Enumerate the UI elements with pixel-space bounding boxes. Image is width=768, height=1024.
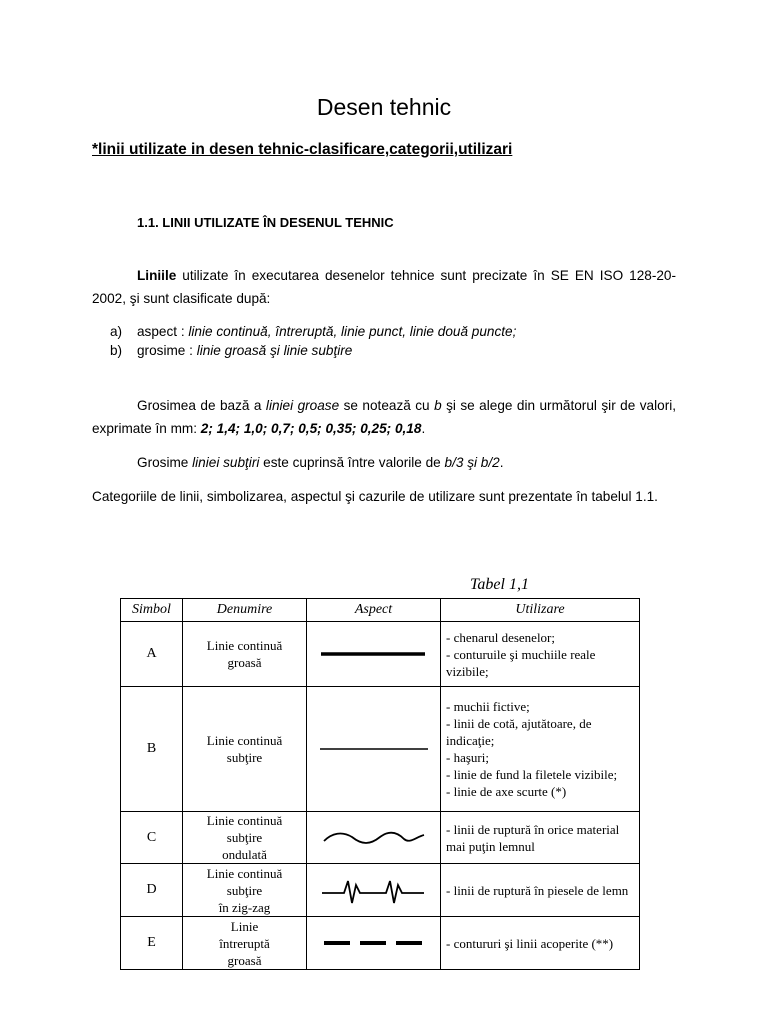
header-simbol: Simbol	[121, 599, 183, 622]
usage-line: - muchii fictive;	[446, 699, 530, 714]
text-span: .	[499, 455, 504, 470]
thin-continuous-line-icon	[318, 745, 430, 753]
row-symbol: B	[121, 687, 183, 812]
row-aspect	[307, 864, 441, 917]
text-span: şi se alege din următorul şir de valori, exprimate în mm:	[92, 398, 677, 436]
row-symbol: C	[121, 812, 183, 864]
list-label: aspect :	[137, 324, 189, 339]
text-span: se notează cu	[339, 398, 435, 413]
row-usage	[441, 917, 640, 970]
name-line: Linie continuă	[206, 865, 283, 881]
row-symbol: D	[121, 864, 183, 917]
wavy-line-icon	[322, 827, 426, 849]
italic-term: b/3 şi b/2	[444, 455, 500, 470]
header-utilizare: Utilizare	[441, 599, 640, 622]
row-aspect	[307, 812, 441, 864]
name-line: Linie continuă	[206, 733, 283, 748]
text-span: Grosimea de bază a	[137, 398, 266, 413]
table-header-row	[121, 599, 640, 622]
name-line: Linie continuă	[206, 813, 283, 828]
line-types-table	[120, 598, 640, 970]
usage-line: - linii de ruptură în piesele de lemn	[446, 882, 629, 898]
zigzag-line-icon	[320, 875, 428, 905]
row-aspect	[307, 622, 441, 687]
row-usage	[441, 622, 640, 687]
paragraph-base-thickness	[92, 394, 676, 440]
table-caption: Tabel 1,1	[470, 576, 529, 593]
list-value: linie groasă şi linie subţire	[196, 343, 353, 358]
italic-term: liniei groase	[265, 398, 340, 413]
name-line: Linie continuă	[206, 638, 283, 653]
row-aspect	[307, 917, 441, 970]
list-item	[110, 322, 516, 341]
table-row	[121, 687, 640, 812]
thick-dashed-line-icon	[322, 938, 426, 948]
name-line: Linie	[230, 918, 259, 934]
thickness-values: 2; 1,4; 1,0; 0,7; 0,5; 0,35; 0,25; 0,18	[200, 421, 422, 436]
list-value: linie continuă, întreruptă, linie punct, linie două puncte;	[188, 324, 517, 339]
list-marker: a)	[110, 324, 123, 339]
row-symbol: A	[121, 622, 183, 687]
text-span: .	[421, 421, 426, 436]
row-name	[183, 812, 307, 864]
usage-line: - linie de axe scurte (*)	[446, 784, 567, 799]
usage-line: - linii de cotă, ajutătoare, de indicaţie;	[446, 716, 592, 748]
paragraph-thin-line	[92, 451, 676, 474]
table-row	[121, 864, 640, 917]
name-line: în zig-zag	[218, 899, 271, 915]
row-name	[183, 917, 307, 970]
name-line: groasă	[227, 655, 262, 670]
italic-term: liniei subţiri	[192, 455, 260, 470]
italic-term: b	[434, 398, 442, 413]
paragraph-table-intro: Categoriile de linii, simbolizarea, aspectul şi cazurile de utilizare sunt prezentate în tabelul 1.1.	[92, 489, 658, 504]
text-span: Grosime	[137, 455, 193, 470]
name-line: groasă	[227, 952, 262, 968]
document-subtitle: *linii utilizate in desen tehnic-clasificare,categorii,utilizari	[92, 141, 513, 158]
row-aspect	[307, 687, 441, 812]
section-heading: 1.1. LINII UTILIZATE ÎN DESENUL TEHNIC	[137, 215, 394, 230]
usage-line: - linie de fund la filetele vizibile;	[446, 767, 618, 782]
text-span: este cuprinsă între valorile de	[259, 455, 445, 470]
bold-term: Liniile	[137, 268, 177, 283]
usage-line: - conturuile şi muchiile reale vizibile;	[446, 646, 596, 679]
table-row	[121, 917, 640, 970]
usage-line: - chenarul desenelor;	[446, 629, 556, 645]
paragraph-standards	[92, 264, 676, 310]
list-item	[110, 341, 516, 360]
row-name	[183, 864, 307, 917]
row-usage	[441, 687, 640, 812]
table-row	[121, 812, 640, 864]
name-line: ondulată	[222, 847, 267, 862]
name-line: subţire	[226, 882, 263, 898]
list-label: grosime :	[137, 343, 197, 358]
row-usage	[441, 812, 640, 864]
usage-line: - contururi şi linii acoperite (**)	[446, 935, 614, 951]
table-row	[121, 622, 640, 687]
name-line: întreruptă	[219, 935, 270, 951]
row-symbol: E	[121, 917, 183, 970]
name-line: subţire	[226, 750, 263, 765]
thick-continuous-line-icon	[319, 649, 429, 659]
row-name	[183, 687, 307, 812]
row-name	[183, 622, 307, 687]
header-denumire: Denumire	[183, 599, 307, 622]
name-line: subţire	[226, 830, 263, 845]
paragraph-text: utilizate în executarea desenelor tehnice sunt precizate în SE EN ISO 128-20-2002, şi sunt clasificate după:	[92, 268, 676, 306]
usage-line: - linii de ruptură în orice material mai puţin lemnul	[446, 821, 620, 854]
usage-line: - haşuri;	[446, 750, 489, 765]
row-usage	[441, 864, 640, 917]
classification-list	[110, 322, 516, 360]
list-marker: b)	[110, 343, 123, 358]
header-aspect: Aspect	[307, 599, 441, 622]
page-title: Desen tehnic	[316, 94, 452, 120]
